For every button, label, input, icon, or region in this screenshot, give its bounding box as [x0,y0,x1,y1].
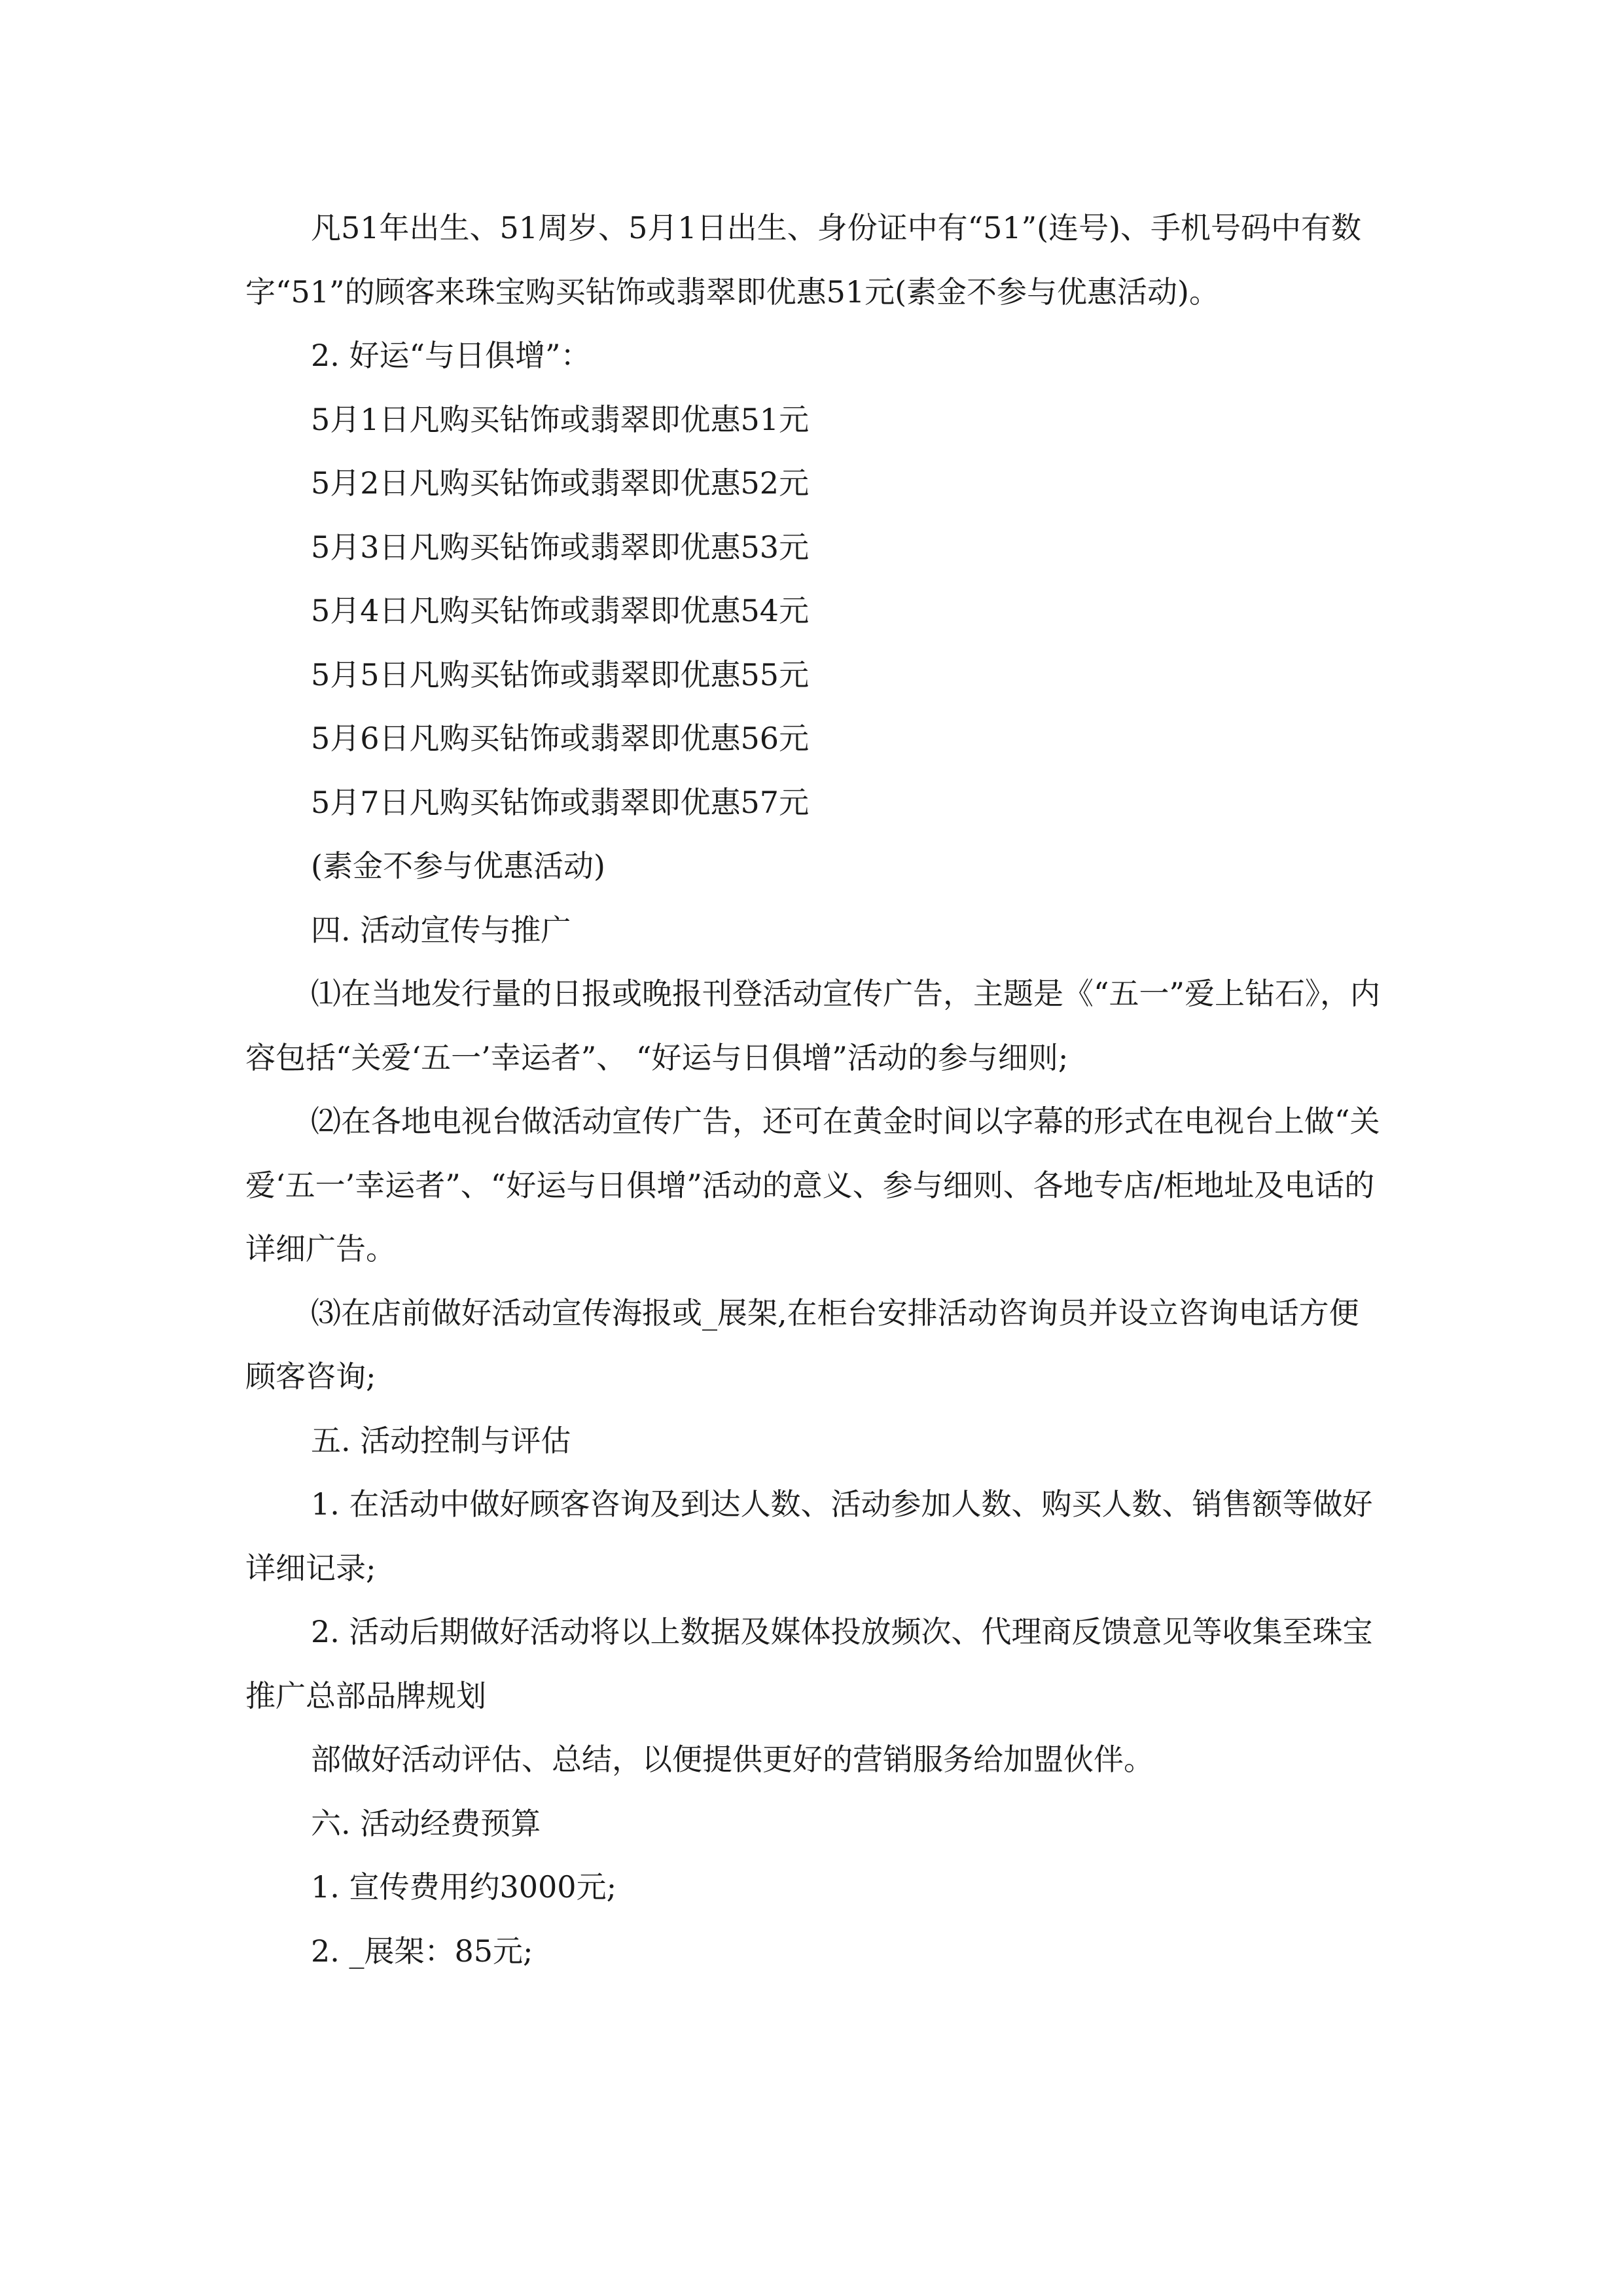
budget-item-advertising: 1. 宣传费用约3000元; [311,1869,617,1905]
section-heading-budget: 六. 活动经费预算 [311,1805,541,1841]
discount-may-2: 5月2日凡购买钻饰或翡翠即优惠52元 [311,465,810,501]
discount-may-6: 5月6日凡购买钻饰或翡翠即优惠56元 [311,721,810,756]
discount-may-4: 5月4日凡购买钻饰或翡翠即优惠54元 [311,593,810,628]
note-plain-gold-excluded: (素金不参与优惠活动) [311,848,605,884]
discount-may-5: 5月5日凡购买钻饰或翡翠即优惠55元 [311,656,810,692]
paragraph-newspaper-ads: ⑴在当地发行量的日报或晚报刊登活动宣传广告，主题是《“五一”爱上钻石》，内容包括“关爱‘五一’幸运者”、 “好运与日俱增”活动的参与细则; [245,976,1381,1075]
section-heading-control-evaluation: 五. 活动控制与评估 [311,1422,571,1458]
body-text [245,196,1381,1983]
section-heading-promotion: 四. 活动宣传与推广 [311,912,571,948]
paragraph-data-collection: 2. 活动后期做好活动将以上数据及媒体投放频次、代理商反馈意见等收集至珠宝推广总部品牌规划 [245,1614,1373,1713]
discount-may-3: 5月3日凡购买钻饰或翡翠即优惠53元 [311,529,810,565]
paragraph-record-keeping: 1. 在活动中做好顾客咨询及到达人数、活动参加人数、购买人数、销售额等做好详细记录; [245,1486,1373,1586]
paragraph-tv-ads: ⑵在各地电视台做活动宣传广告，还可在黄金时间以字幕的形式在电视台上做“关爱‘五一’幸运者”、“好运与日俱增”活动的意义、参与细则、各地专店/柜地址及电话的详细广告。 [245,1103,1380,1266]
budget-item-display-stand: 2. _展架：85元; [311,1933,533,1969]
discount-may-1: 5月1日凡购买钻饰或翡翠即优惠51元 [311,401,810,437]
paragraph-evaluation-summary: 部做好活动评估、总结，以便提供更好的营销服务给加盟伙伴。 [311,1742,1154,1777]
paragraph-51-lucky-customers: 凡51年出生、51周岁、5月1日出生、身份证中有“51”(连号)、手机号码中有数字“51”的顾客来珠宝购买钻饰或翡翠即优惠51元(素金不参与优惠活动)。 [245,210,1362,310]
paragraph-store-posters: ⑶在店前做好活动宣传海报或_展架,在柜台安排活动咨询员并设立咨询电话方便顾客咨询; [245,1295,1359,1394]
heading-good-luck-increasing: 2. 好运“与日俱增”： [311,338,591,373]
discount-may-7: 5月7日凡购买钻饰或翡翠即优惠57元 [311,784,810,820]
